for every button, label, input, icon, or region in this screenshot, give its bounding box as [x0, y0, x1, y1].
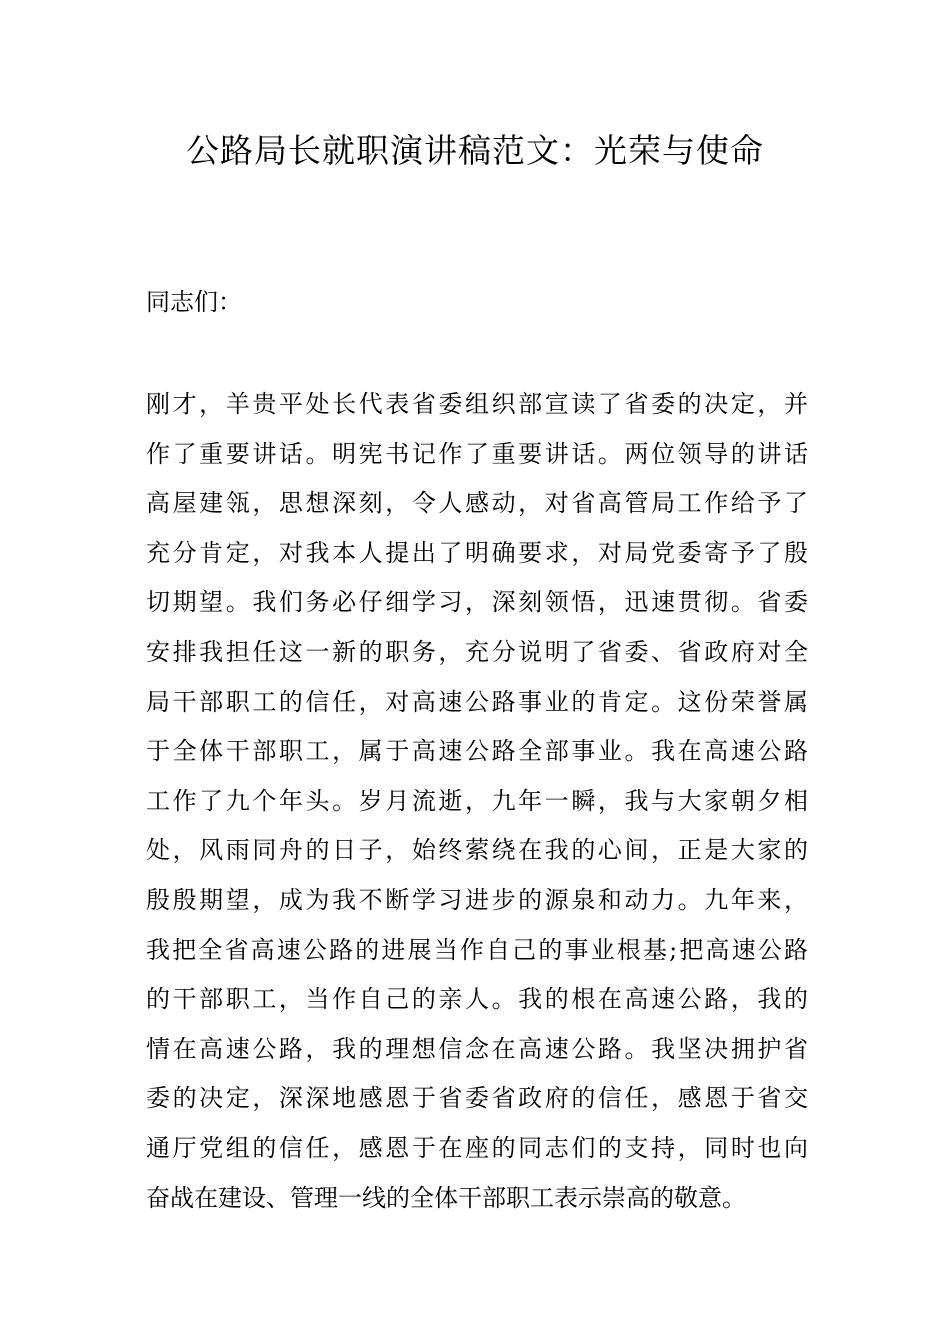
- document-title: 公路局长就职演讲稿范文：光荣与使命: [186, 131, 764, 170]
- paragraph-line: 于全体干部职工，属于高速公路全部事业。我在高速公路: [146, 737, 808, 766]
- paragraph-line: 安排我担任这一新的职务，充分说明了省委、省政府对全: [146, 637, 808, 666]
- paragraph-line: 作了重要讲话。明宪书记作了重要讲话。两位领导的讲话: [146, 439, 808, 468]
- paragraph-line: 充分肯定，对我本人提出了明确要求，对局党委寄予了殷: [146, 538, 808, 567]
- paragraph-line: 切期望。我们务必仔细学习，深刻领悟，迅速贯彻。省委: [146, 588, 808, 617]
- paragraph-line: 殷殷期望，成为我不断学习进步的源泉和动力。九年来，: [146, 885, 808, 914]
- paragraph-line: 高屋建瓴，思想深刻，令人感动，对省高管局工作给予了: [146, 489, 808, 518]
- paragraph-line: 局干部职工的信任，对高速公路事业的肯定。这份荣誉属: [146, 687, 808, 716]
- paragraph-line: 处，风雨同舟的日子，始终萦绕在我的心间，正是大家的: [146, 836, 808, 865]
- paragraph-line: 通厅党组的信任，感恩于在座的同志们的支持，同时也向: [146, 1133, 808, 1162]
- salutation: 同志们：: [146, 288, 242, 316]
- paragraph-line: 我把全省高速公路的进展当作自己的事业根基;把高速公路: [146, 935, 808, 964]
- paragraph-line: 工作了九个年头。岁月流逝，九年一瞬，我与大家朝夕相: [146, 786, 808, 815]
- paragraph-line: 情在高速公路，我的理想信念在高速公路。我坚决拥护省: [146, 1034, 808, 1063]
- paragraph-line: 奋战在建设、管理一线的全体干部职工表示崇高的敬意。: [146, 1183, 746, 1212]
- paragraph-line: 刚才，羊贵平处长代表省委组织部宣读了省委的决定，并: [146, 390, 808, 418]
- body-paragraph: [146, 380, 808, 1223]
- paragraph-line: 的干部职工，当作自己的亲人。我的根在高速公路，我的: [146, 985, 808, 1014]
- paragraph-line: 委的决定，深深地感恩于省委省政府的信任，感恩于省交: [146, 1084, 808, 1113]
